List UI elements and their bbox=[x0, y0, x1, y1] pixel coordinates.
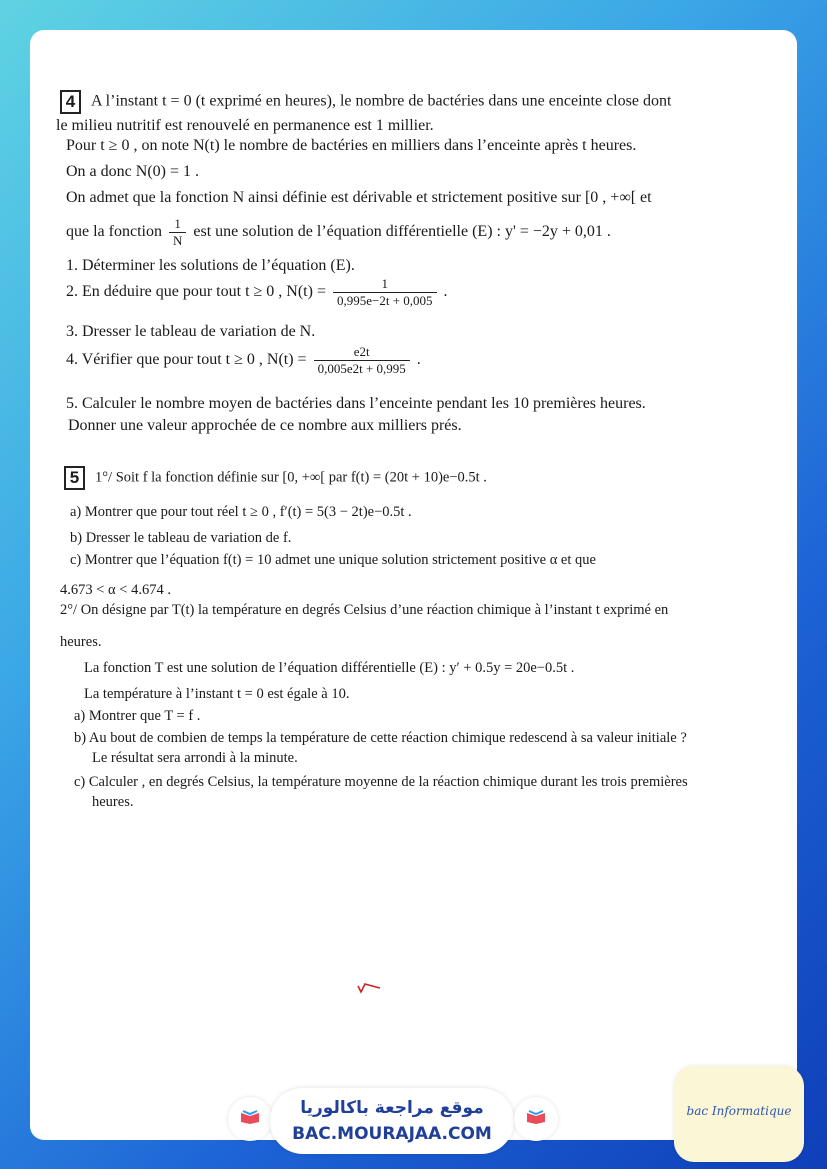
ex4-question-5b: Donner une valeur approchée de ce nombre aux milliers prés. bbox=[68, 417, 462, 434]
ex4-intro-line-6 bbox=[66, 216, 611, 249]
ex5-question-c: c) Montrer que l’équation f(t) = 10 admet une unique solution strictement positive α et que bbox=[70, 552, 596, 568]
ex4-question-2 bbox=[66, 276, 448, 309]
exercise-5-heading bbox=[64, 466, 487, 490]
book-icon bbox=[240, 1110, 260, 1124]
exam-text bbox=[30, 30, 797, 1140]
right-logo-bubble bbox=[514, 1097, 558, 1141]
fraction-denominator: N bbox=[172, 233, 183, 248]
ex5-part-1: 1°/ Soit f la fonction définie sur [0, +∞[ par f(t) = (20t + 10)e−0.5t . bbox=[95, 469, 487, 486]
ex5-differential-equation: La fonction T est une solution de l’équation différentielle (E) : y′ + 0.5y = 20e−0.5t . bbox=[84, 660, 575, 676]
ex5-initial-condition: La température à l’instant t = 0 est égale à 10. bbox=[84, 686, 350, 702]
ex4-question-1: 1. Déterminer les solutions de l’équation (E). bbox=[66, 257, 355, 274]
ex5-part-2-question-b: b) Au bout de combien de temps la température de cette réaction chimique redescend à sa valeur initiale ? bbox=[74, 730, 687, 746]
ex5-part-2-question-a: a) Montrer que T = f . bbox=[74, 708, 201, 724]
ex5-part-2-question-c-cont: heures. bbox=[92, 794, 134, 810]
ex5-question-a: a) Montrer que pour tout réel t ≥ 0 , f′(t) = 5(3 − 2t)e−0.5t . bbox=[70, 504, 412, 520]
ex4-intro-line-3: Pour t ≥ 0 , on note N(t) le nombre de bactéries en milliers dans l’enceinte après t heures. bbox=[66, 137, 637, 154]
ex5-question-c-bound: 4.673 < α < 4.674 . bbox=[60, 582, 171, 598]
book-icon bbox=[526, 1110, 546, 1124]
fraction-denominator: 0,995e−2t + 0,005 bbox=[336, 293, 433, 308]
exercise-number-4: 4 bbox=[60, 90, 81, 114]
fraction-exp bbox=[314, 344, 410, 377]
bac-informatique-logo-text: bac Informatique bbox=[686, 1104, 792, 1118]
left-logo-bubble bbox=[228, 1097, 272, 1141]
ex4-question-4-pre: 4. Vérifier que pour tout t ≥ 0 , N(t) = bbox=[66, 351, 307, 369]
ex4-question-2-pre: 2. En déduire que pour tout t ≥ 0 , N(t) = bbox=[66, 283, 326, 301]
fraction-numerator: 1 bbox=[333, 276, 437, 293]
exercise-number-5: 5 bbox=[64, 466, 85, 490]
fraction-n-of-t bbox=[333, 276, 437, 309]
fraction-denominator: 0,005e2t + 0,995 bbox=[317, 361, 406, 376]
ex5-part-2-question-b-note: Le résultat sera arrondi à la minute. bbox=[92, 750, 298, 766]
site-name-arabic: موقع مراجعة باكالوريا bbox=[300, 1098, 484, 1118]
ex4-question-4-end: . bbox=[416, 351, 421, 369]
handwritten-mark-icon bbox=[356, 980, 382, 998]
document-page bbox=[30, 30, 797, 1140]
ex5-part-2-cont: heures. bbox=[60, 634, 102, 650]
ex4-intro-line-5: On admet que la fonction N ainsi définie est dérivable et strictement positive sur [0 , +∞[ et bbox=[66, 189, 652, 206]
exercise-4-heading bbox=[60, 90, 671, 114]
ex5-part-2-question-c: c) Calculer , en degrés Celsius, la température moyenne de la réaction chimique durant les trois premières bbox=[74, 774, 688, 790]
ex5-part-2: 2°/ On désigne par T(t) la température en degrés Celsius d’une réaction chimique à l’instant t exprimé en bbox=[60, 602, 669, 618]
ex5-question-b: b) Dresser le tableau de variation de f. bbox=[70, 530, 292, 546]
ex4-question-4 bbox=[66, 344, 421, 377]
fraction-numerator: 1 bbox=[169, 216, 186, 233]
ex4-intro-line-2: le milieu nutritif est renouvelé en permanence est 1 millier. bbox=[56, 117, 434, 134]
ex4-question-5a: 5. Calculer le nombre moyen de bactéries dans l’enceinte pendant les 10 premières heures. bbox=[66, 395, 646, 412]
bac-informatique-logo bbox=[674, 1066, 804, 1162]
ex4-intro-line-1: A l’instant t = 0 (t exprimé en heures), le nombre de bactéries dans une enceinte close dont bbox=[91, 92, 672, 110]
ex4-intro-line-6-pre: que la fonction bbox=[66, 223, 162, 241]
ex4-question-3: 3. Dresser le tableau de variation de N. bbox=[66, 323, 316, 340]
ex4-question-2-end: . bbox=[443, 283, 448, 301]
fraction-1-over-n bbox=[169, 216, 186, 249]
ex4-intro-line-4: On a donc N(0) = 1 . bbox=[66, 163, 199, 180]
site-url[interactable]: BAC.MOURAJAA.COM bbox=[292, 1124, 492, 1144]
fraction-numerator: e2t bbox=[314, 344, 410, 361]
site-badge[interactable] bbox=[270, 1088, 514, 1154]
ex4-intro-line-6-post: est une solution de l’équation différentielle (E) : y' = −2y + 0,01 . bbox=[193, 223, 611, 241]
